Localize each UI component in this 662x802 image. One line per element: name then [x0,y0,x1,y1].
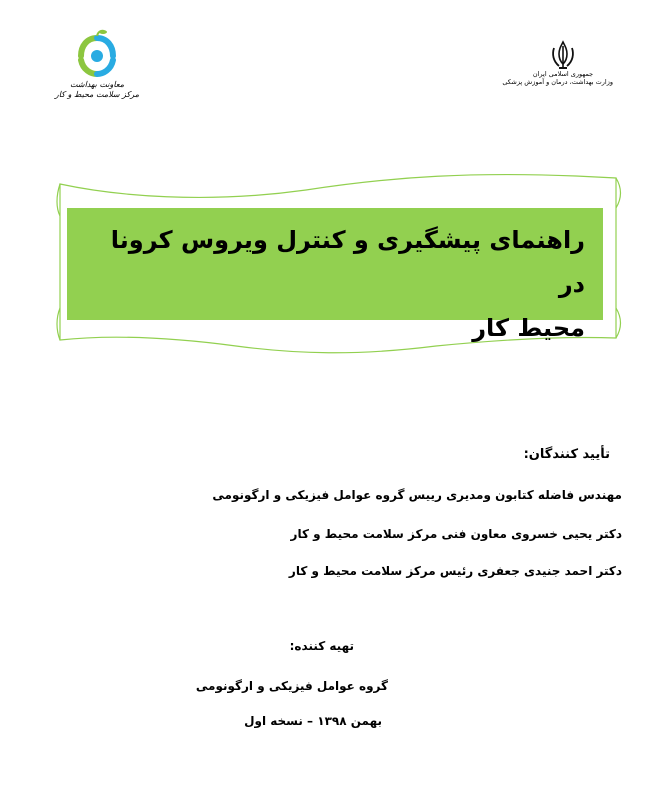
approver-line-1: مهندس فاضله کتابون ومدیری رییس گروه عوامل فیزیکی و ارگونومی [212,488,622,502]
health-deputy-logo [54,28,140,114]
approver-line-2: دکتر یحیی خسروی معاون فنی مرکز سلامت محیط و کار [290,527,622,541]
preparer-heading: تهیه کننده: [289,639,354,653]
approver-line-3: دکتر احمد جنیدی جعفری رئیس مرکز سلامت محیط و کار [288,564,622,578]
document-title-line1: راهنمای پیشگیری و کنترل ویروس کرونا در [110,226,585,298]
ministry-logo-line1: جمهوری اسلامی ایران [532,70,594,78]
health-deputy-logo-icon [67,28,127,80]
document-title [67,208,603,342]
health-deputy-logo-line1: معاونت بهداشت [70,80,124,89]
approvers-heading: تأیید کنندگان: [523,447,610,462]
edition-date: بهمن ۱۳۹۸ – نسخه اول [244,714,382,728]
iran-emblem-icon [550,40,576,70]
document-title-line2: محیط کار [472,314,585,342]
health-deputy-logo-line2: مرکز سلامت محیط و کار [54,90,140,99]
ministry-logo-line2: وزارت بهداشت، درمان و آموزش پزشکی [502,78,613,86]
preparer-group: گروه عوامل فیزیکی و ارگونومی [195,679,388,693]
ministry-logo [502,40,613,112]
